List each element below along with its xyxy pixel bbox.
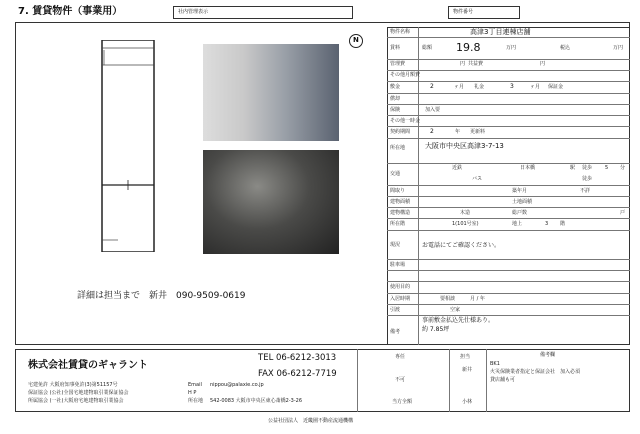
plan-contact: 詳細は担当まで 新井 090-9509-0619 xyxy=(77,291,246,301)
field-text: 保険 xyxy=(390,107,401,113)
property-name: 高津3丁目連棟店舗 xyxy=(470,28,531,36)
field-text: 近鉄 xyxy=(452,165,463,171)
field-text: 5 xyxy=(605,165,609,171)
field-text: Email xyxy=(188,382,202,388)
field-text: 総戸数 xyxy=(512,210,528,216)
table-rule xyxy=(387,315,630,316)
info-table xyxy=(387,27,630,345)
field-text: 不詳 xyxy=(580,188,591,194)
table-rule xyxy=(357,349,358,412)
contract-value: 2 xyxy=(430,128,434,135)
field-text: 保証協会 (公社)全国宅地建物取引業保証協会 xyxy=(28,390,129,396)
field-text: 木造 xyxy=(460,210,471,216)
rent-value: 19.8 xyxy=(456,41,481,54)
field-text: 担当 xyxy=(460,354,471,360)
remarks-2: 約 7.85坪 xyxy=(422,326,450,333)
doc-title: 7. 賃貸物件（事業用） xyxy=(18,6,123,17)
interior-photo-2 xyxy=(203,150,339,254)
field-text: 階 xyxy=(560,221,566,227)
table-rule xyxy=(387,126,630,127)
table-rule xyxy=(387,196,630,197)
field-text: その他一時金 xyxy=(390,118,421,124)
field-text: 賃料 xyxy=(390,45,401,51)
field-text: 日本橋 xyxy=(520,165,536,171)
field-text: 税込 xyxy=(560,45,571,51)
field-text: 間取り xyxy=(390,188,406,194)
table-rule xyxy=(387,218,630,219)
field-text: 新井 xyxy=(462,367,473,373)
field-text: 戸 xyxy=(620,210,626,216)
field-text: 駐車場 xyxy=(390,262,406,268)
floor-plan-drawing xyxy=(98,40,158,252)
table-rule xyxy=(387,293,630,294)
field-text: 使用目的 xyxy=(390,284,411,290)
floor-plan xyxy=(98,40,158,252)
field-text: 万円 xyxy=(506,45,517,51)
field-text: 更新料 xyxy=(470,129,486,135)
field-text: 駅 xyxy=(570,165,576,171)
field-text: 徒歩 xyxy=(582,165,593,171)
field-text: 所在地 xyxy=(390,145,406,151)
field-text: 物件名称 xyxy=(390,29,411,35)
table-rule xyxy=(387,259,630,260)
field-text: ヶ月 xyxy=(530,84,541,90)
field-text: 月 / 年 xyxy=(470,296,485,302)
table-rule xyxy=(486,349,487,412)
address: 大阪市中央区高津3-7-13 xyxy=(425,142,504,150)
field-text: ヶ月 xyxy=(454,84,465,90)
field-text: 要相談 xyxy=(440,296,456,302)
field-text: 火災保険業者指定と保証会社 加入必須 xyxy=(490,369,581,375)
table-rule xyxy=(387,37,630,38)
table-rule xyxy=(449,349,450,412)
field-text: その他月額費 xyxy=(390,72,421,78)
field-text: BK1 xyxy=(490,361,500,367)
field-text: 空家 xyxy=(450,307,461,313)
field-text: 年 xyxy=(455,129,461,135)
field-text: 備考欄 xyxy=(540,352,556,358)
field-text: 備考 xyxy=(390,329,401,335)
field-text: バス xyxy=(472,176,483,182)
field-text: 当方全額 xyxy=(392,399,413,405)
field-text: 交通 xyxy=(390,171,401,177)
field-text: H P xyxy=(188,390,197,396)
field-text: 保証金 xyxy=(548,84,564,90)
field-text: 敷金 xyxy=(390,84,401,90)
field-text: 地上 xyxy=(512,221,523,227)
field-text: 引渡 xyxy=(390,307,401,313)
remarks-1: 事前敷金払込先仕様あり。 xyxy=(422,317,495,324)
field-text: 宅建免許 大阪府知事免許(3)第51157号 xyxy=(28,382,118,388)
property-no-label: 物件番号 xyxy=(453,9,474,15)
field-text: 現況 xyxy=(390,242,401,248)
table-rule xyxy=(387,270,630,271)
compass-label: N xyxy=(353,36,359,44)
field-text: 専任 xyxy=(395,354,406,360)
field-text: 償却 xyxy=(390,96,401,102)
field-text: 円 xyxy=(460,61,466,67)
deposit-value: 2 xyxy=(430,83,434,90)
field-text: 契約期間 xyxy=(390,129,411,135)
company-name: 株式会社賃貸のギャラント xyxy=(28,360,148,371)
key-value: 3 xyxy=(510,83,514,90)
field-text: 建物構造 xyxy=(390,210,411,216)
table-rule xyxy=(387,230,630,231)
current-status: お電話にてご確認ください。 xyxy=(422,242,501,249)
field-text: 加入要 xyxy=(425,107,441,113)
table-rule xyxy=(387,304,630,305)
field-text: 円 xyxy=(540,61,546,67)
field-text: 建物面積 xyxy=(390,199,411,205)
field-text: 542-0083 大阪市中央区東心斎橋2-3-26 xyxy=(210,398,302,404)
field-text: 徒歩 xyxy=(582,176,593,182)
company-tel: TEL 06-6212-3013 xyxy=(258,353,337,363)
field-text: 貸店舗も可 xyxy=(490,377,516,383)
field-text: 1(101号室) xyxy=(452,221,479,227)
field-text: 土地面積 xyxy=(512,199,533,205)
field-text: 小林 xyxy=(462,399,473,405)
field-text: 入居時期 xyxy=(390,296,411,302)
field-text: 共益費 xyxy=(468,61,484,67)
field-text: 所属協会 (一社)大阪府宅地建物取引業協会 xyxy=(28,398,124,404)
table-rule xyxy=(387,281,630,282)
table-rule xyxy=(387,104,630,105)
field-text: 所在階 xyxy=(390,221,406,227)
table-rule xyxy=(387,70,630,71)
table-rule xyxy=(387,81,630,82)
field-text: 所在地 xyxy=(188,398,204,404)
field-text: 総額 xyxy=(422,45,433,51)
field-text: 万円 xyxy=(613,45,624,51)
interior-photo-1 xyxy=(203,44,339,141)
table-rule xyxy=(387,93,630,94)
table-rule xyxy=(387,138,630,139)
field-text: 3 xyxy=(545,221,549,227)
field-text: 礼金 xyxy=(474,84,485,90)
table-rule xyxy=(387,207,630,208)
footer-org: 公益社団法人 近畿圏不動産流通機構 xyxy=(268,418,354,424)
table-rule xyxy=(387,163,630,164)
table-rule xyxy=(387,185,630,186)
field-text: nippou@palaxie.co.jp xyxy=(210,382,264,388)
table-rule xyxy=(387,59,630,60)
field-text: 築年月 xyxy=(512,188,528,194)
field-text: 分 xyxy=(620,165,626,171)
company-fax: FAX 06-6212-7719 xyxy=(258,369,337,379)
field-text: 管理費 xyxy=(390,61,406,67)
table-rule xyxy=(387,115,630,116)
field-text: 不可 xyxy=(395,377,406,383)
internal-mgmt-label: 社内管理表示 xyxy=(178,9,209,15)
